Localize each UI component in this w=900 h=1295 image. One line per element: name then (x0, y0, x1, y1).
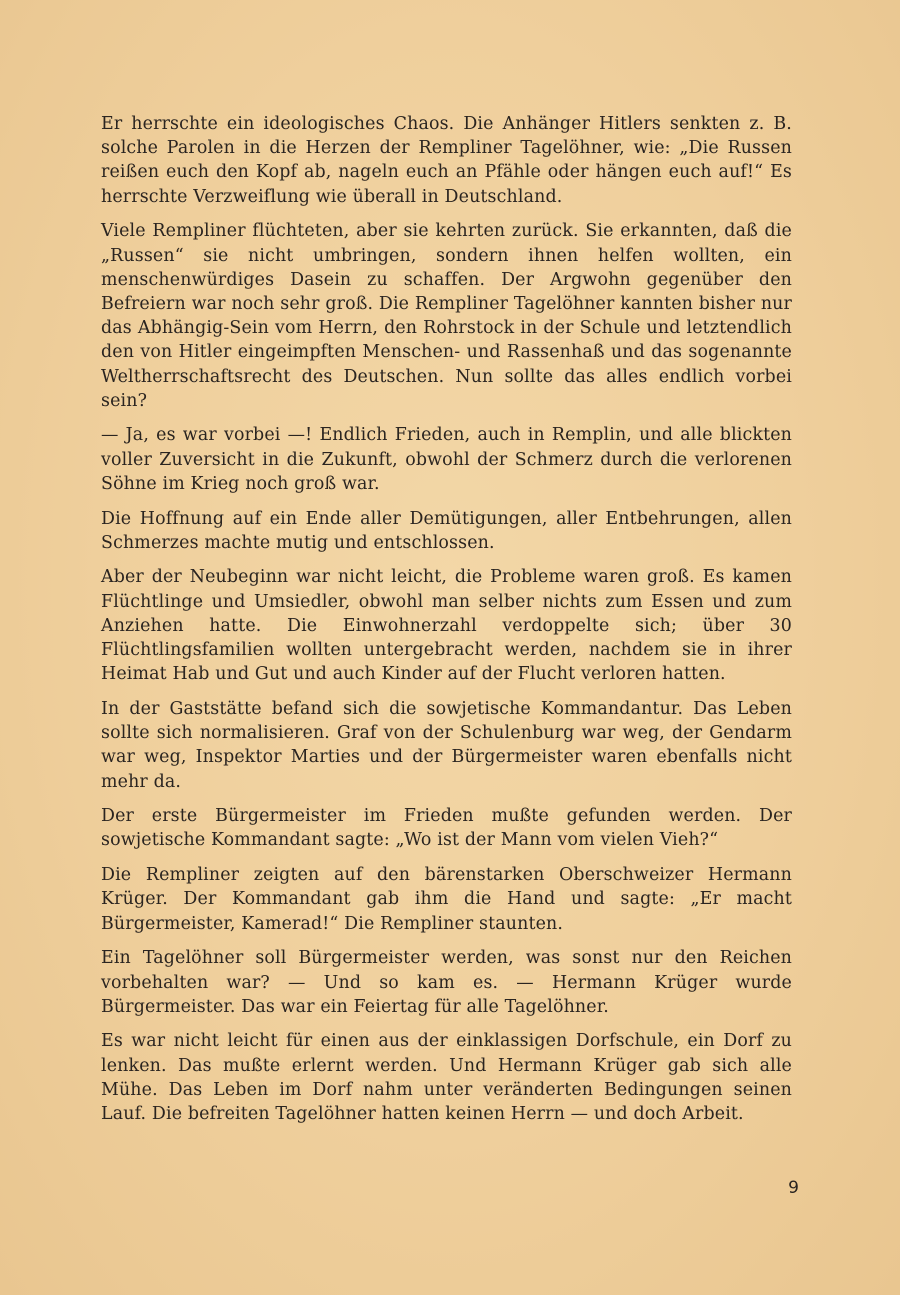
paragraph-1: Er herrschte ein ideologisches Chaos. Die Anhänger Hitlers senkten z. B. solche Parolen in die Herzen der Rempliner Tagelöhner, wie: „Die Russen reißen euch den Kopf ab, nageln euch an Pfähle oder hängen euch auf!“ Es herrschte Verzweiflung wie überall in Deutschland. (101, 114, 792, 207)
paragraph-4: Die Hoffnung auf ein Ende aller Demütigungen, aller Entbehrungen, allen Schmerzes machte mutig und entschlossen. (101, 508, 792, 553)
page-number: 9 (788, 1178, 799, 1198)
paragraph-9: Ein Tagelöhner soll Bürgermeister werden, was sonst nur den Reichen vorbehalten war? — Und so kam es. — Hermann Krüger wurde Bürgermeister. Das war ein Feiertag für alle Tagelöhner. (101, 948, 792, 1017)
paragraph-2: Viele Rempliner flüchteten, aber sie kehrten zurück. Sie erkannten, daß die „Russen“ sie nicht umbringen, sondern ihnen helfen wollten, ein menschenwürdiges Dasein zu schaffen. Der Argwohn gegenüber den Befreiern war noch sehr groß. Die Rempliner Tagelöhner kannten bisher nur das Abhängig-Sein vom Herrn, den Rohrstock in der Schule und letztendlich den von Hitler eingeimpften Menschen- und Rassenhaß und das sogenannte Weltherrschaftsrecht des Deutschen. Nun sollte das alles endlich vorbei sein? (101, 221, 792, 411)
paragraph-3: — Ja, es war vorbei —! Endlich Frieden, auch in Remplin, und alle blickten voller Zuversicht in die Zukunft, obwohl der Schmerz durch die verlorenen Söhne im Krieg noch groß war. (101, 425, 792, 494)
body-text (101, 112, 792, 1137)
paragraph-7: Der erste Bürgermeister im Frieden mußte gefunden werden. Der sowjetische Kommandant sagte: „Wo ist der Mann vom vielen Vieh?“ (101, 806, 792, 851)
paragraph-6: In der Gaststätte befand sich die sowjetische Kommandantur. Das Leben sollte sich normalisieren. Graf von der Schulenburg war weg, der Gendarm war weg, Inspektor Marties und der Bürgermeister waren ebenfalls nicht mehr da. (101, 698, 792, 792)
paragraph-5: Aber der Neubeginn war nicht leicht, die Probleme waren groß. Es kamen Flüchtlinge und Umsiedler, obwohl man selber nichts zum Essen und zum Anziehen hatte. Die Einwohnerzahl verdoppelte sich; über 30 Flüchtlingsfamilien wollten untergebracht werden, nachdem sie in ihrer Heimat Hab und Gut und auch Kinder auf der Flucht verloren hatten. (101, 567, 792, 685)
paragraph-8: Die Rempliner zeigten auf den bärenstarken Oberschweizer Hermann Krüger. Der Kommandant gab ihm die Hand und sagte: „Er macht Bürgermeister, Kamerad!“ Die Rempliner staunten. (101, 865, 792, 934)
paragraph-10: Es war nicht leicht für einen aus der einklassigen Dorfschule, ein Dorf zu lenken. Das mußte erlernt werden. Und Hermann Krüger gab sich alle Mühe. Das Leben im Dorf nahm unter veränderten Bedingungen seinen Lauf. Die befreiten Tagelöhner hatten keinen Herrn — und doch Arbeit. (101, 1031, 792, 1125)
